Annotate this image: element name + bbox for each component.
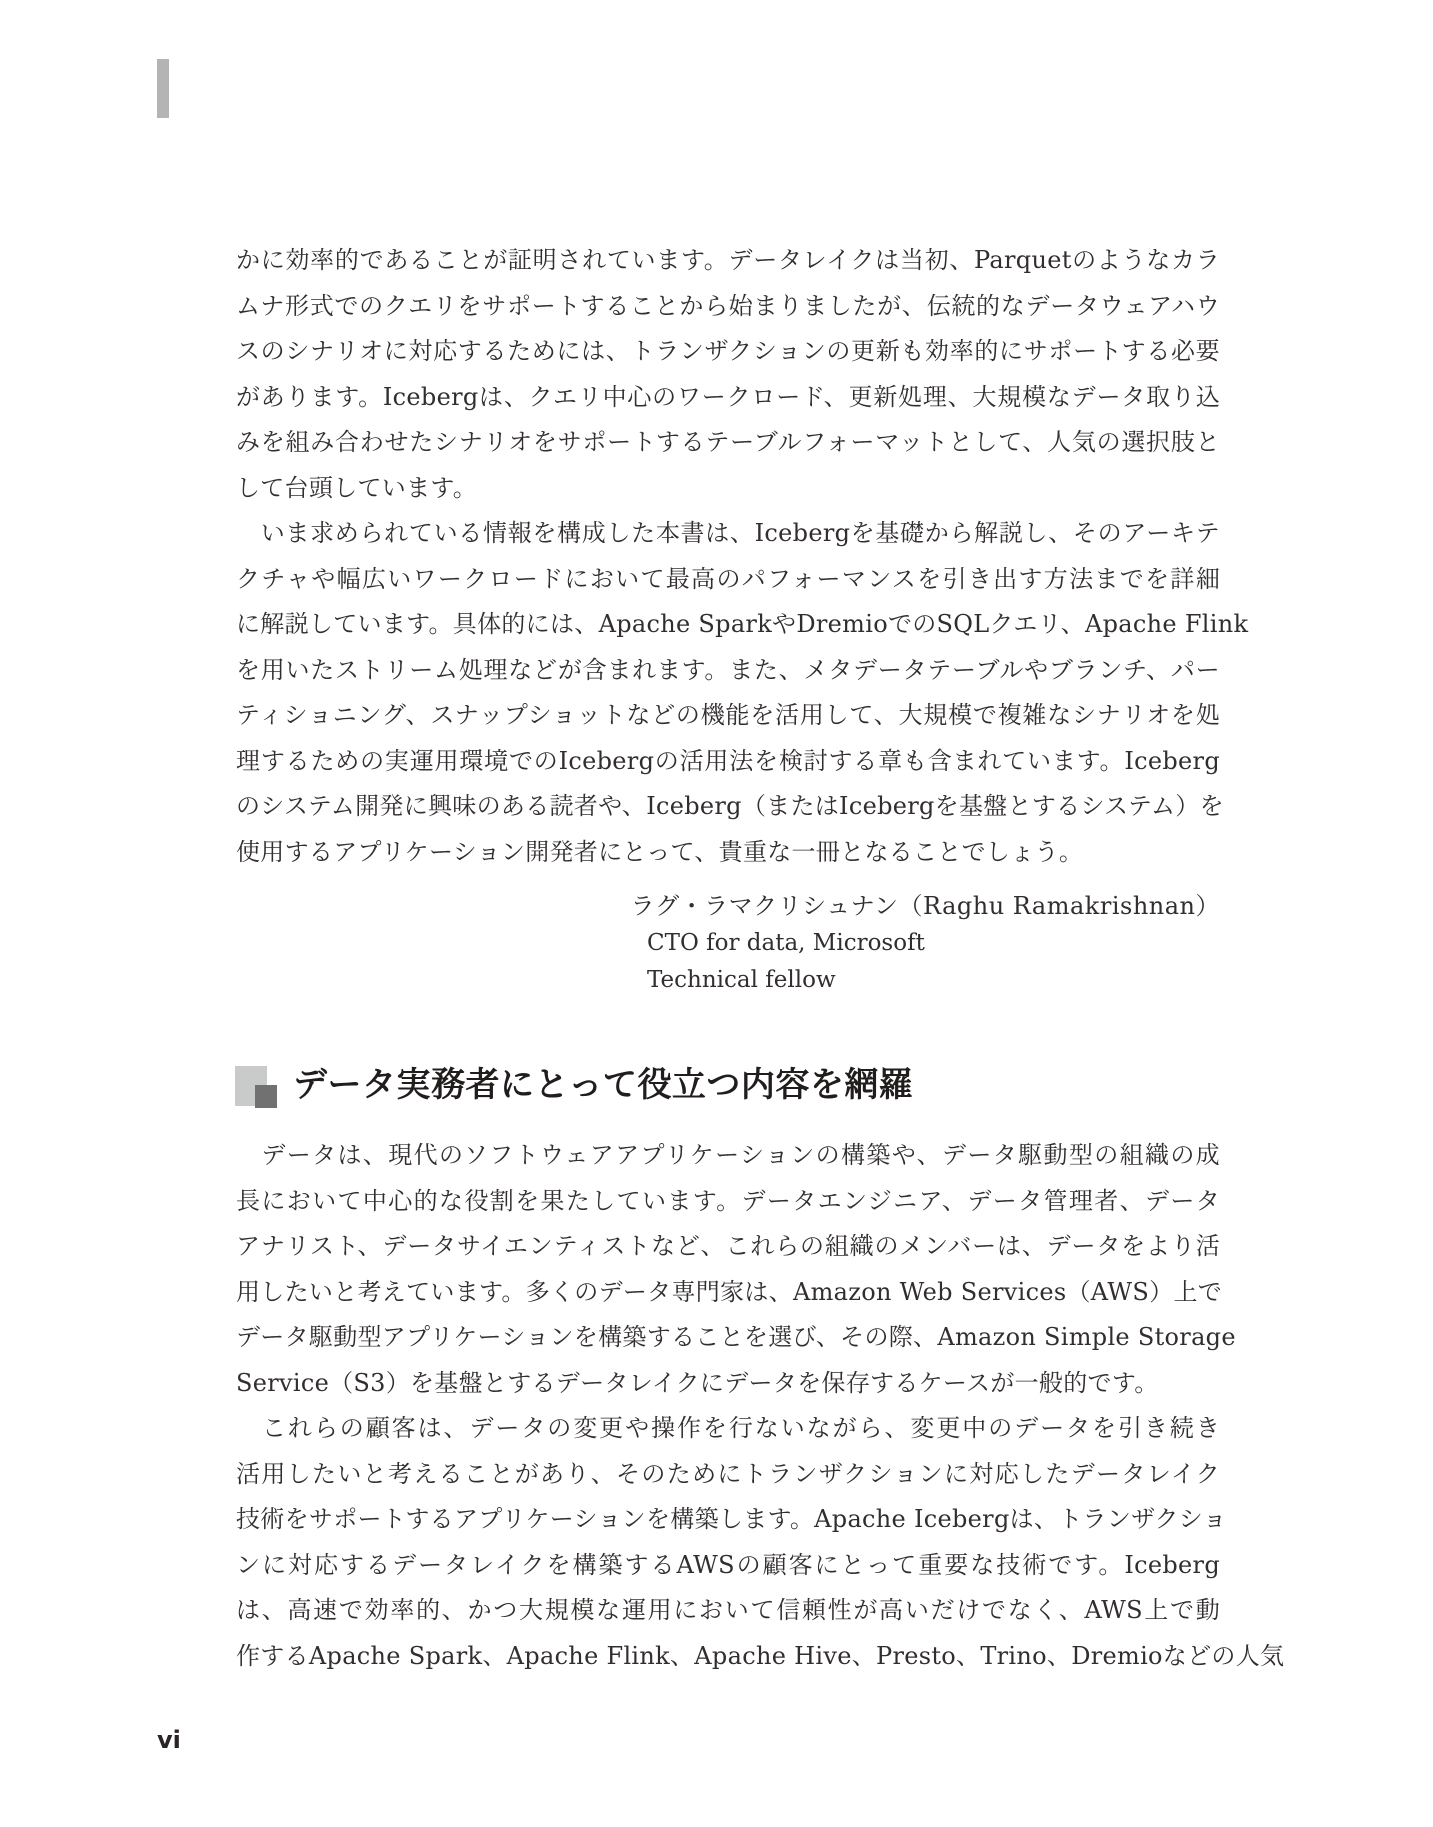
text-line: 作するApache Spark、Apache Flink、Apache Hive、Presto、Trino、Dremioなどの人気 [236,1641,1285,1670]
section-marker-dark-square-icon [255,1085,277,1108]
text-line: クチャや幅広いワークロードにおいて最高のパフォーマンスを引き出す方法までを詳細 [236,564,1220,593]
foreword-paragraph [236,238,1220,511]
text-line: を用いたストリーム処理などが含まれます。また、メタデータテーブルやブランチ、パー [236,655,1220,684]
attribution-title: CTO for data, Microsoft [647,930,925,956]
text-line: 活用したいと考えることがあり、そのためにトランザクションに対応したデータレイク [236,1459,1220,1488]
text-line: Service（S3）を基盤とするデータレイクにデータを保存するケースが一般的です。 [236,1368,1159,1397]
section-paragraph [236,1133,1236,1406]
text-line: みを組み合わせたシナリオをサポートするテーブルフォーマットとして、人気の選択肢と [236,428,1220,456]
text-line: 使用するアプリケーション開発者にとって、貴重な一冊となることでしょう。 [236,837,1084,866]
text-line: 技術をサポートするアプリケーションを構築します。Apache Icebergは、トランザクショ [236,1505,1227,1533]
text-line: のシステム開発に興味のある読者や、Iceberg（またはIcebergを基盤とするシステム）を [236,792,1224,820]
text-line: スのシナリオに対応するためには、トランザクションの更新も効率的にサポートする必要 [236,337,1220,365]
section-body-text [236,1133,1285,1679]
text-line: 長において中心的な役割を果たしています。データエンジニア、データ管理者、データ [236,1186,1220,1215]
text-line: ンに対応するデータレイクを構築するAWSの顧客にとって重要な技術です。Iceberg [236,1550,1220,1579]
text-line: に解説しています。具体的には、Apache SparkやDremioでのSQLクエリ、Apache Flink [236,610,1249,638]
foreword-attribution [236,888,1220,999]
page-number: vi [157,1726,181,1754]
section-paragraph [236,1406,1285,1679]
text-line: して台頭しています。 [236,473,478,502]
attribution-role: Technical fellow [647,967,836,993]
text-line: 用したいと考えています。多くのデータ専門家は、Amazon Web Services（AWS）上で [236,1277,1223,1306]
foreword-paragraph [236,511,1249,875]
chapter-edge-bar [157,59,169,118]
text-line: アナリスト、データサイエンティストなど、これらの組織のメンバーは、データをより活 [236,1232,1220,1260]
text-line: データ駆動型アプリケーションを構築することを選び、その際、Amazon Simple Storage [236,1323,1236,1351]
text-line: ムナ形式でのクエリをサポートすることから始まりましたが、伝統的なデータウェアハウ [236,291,1220,320]
foreword-continuation-text [236,238,1249,875]
text-line: があります。Icebergは、クエリ中心のワークロード、更新処理、大規模なデータ取り込 [236,382,1220,411]
text-line: データは、現代のソフトウェアアプリケーションの構築や、データ駆動型の組織の成 [236,1141,1220,1169]
text-line: これらの顧客は、データの変更や操作を行ないながら、変更中のデータを引き続き [236,1414,1220,1442]
text-line: は、高速で効率的、かつ大規模な運用において信頼性が高いだけでなく、AWS上で動 [236,1596,1220,1624]
section-heading-text: データ実務者にとって役立つ内容を網羅 [293,1065,914,1105]
section-heading [236,1060,1220,1116]
text-line: いま求められている情報を構成した本書は、Icebergを基礎から解説し、そのアーキテ [236,519,1220,547]
text-line: かに効率的であることが証明されています。データレイクは当初、Parquetのようなカラ [236,246,1220,274]
text-line: 理するための実運用環境でのIcebergの活用法を検討する章も含まれています。Iceberg [236,746,1220,775]
attribution-name: ラグ・ラマクリシュナン（Raghu Ramakrishnan） [630,892,1220,920]
text-line: ティショニング、スナップショットなどの機能を活用して、大規模で複雑なシナリオを処 [236,701,1220,729]
